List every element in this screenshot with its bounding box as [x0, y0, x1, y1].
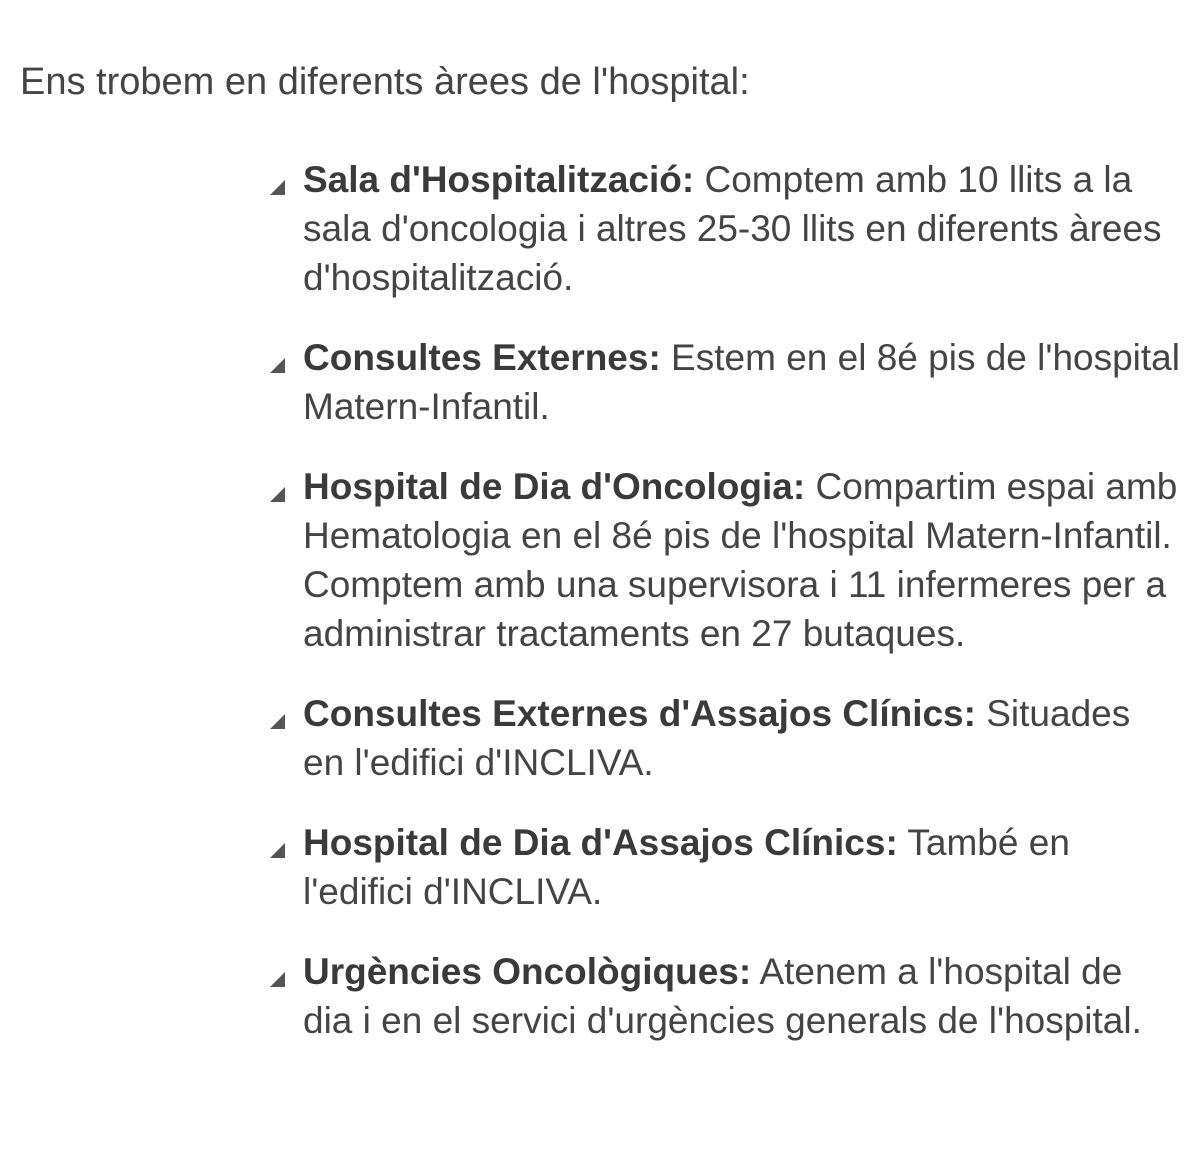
triangle-bullet-icon	[270, 180, 285, 195]
intro-text: Ens trobem en diferents àrees de l'hospital:	[20, 61, 750, 103]
item-text: També en l'edifici d'INCLIVA.	[303, 822, 1070, 912]
item-label: Sala d'Hospitalització:	[303, 159, 695, 200]
triangle-bullet-icon	[270, 358, 285, 373]
item-label: Hospital de Dia d'Oncologia:	[303, 466, 806, 507]
item-text: Comptem amb 10 llits a la sala d'oncologia i altres 25-30 llits en diferents àrees d'hospitalització.	[303, 159, 1162, 298]
list-item	[270, 818, 1180, 916]
triangle-bullet-icon	[270, 843, 285, 858]
triangle-bullet-icon	[270, 487, 285, 502]
item-text: Atenem a l'hospital de dia i en el servici d'urgències generals de l'hospital.	[303, 951, 1142, 1041]
item-text: Situades en l'edifici d'INCLIVA.	[303, 693, 1131, 783]
hospital-areas-list	[270, 155, 1180, 1076]
list-item	[270, 947, 1180, 1045]
item-label: Consultes Externes d'Assajos Clínics:	[303, 693, 976, 734]
list-item	[270, 155, 1180, 302]
triangle-bullet-icon	[270, 714, 285, 729]
triangle-bullet-icon	[270, 972, 285, 987]
item-label: Urgències Oncològiques:	[303, 951, 752, 992]
list-item	[270, 462, 1180, 658]
item-text: Compartim espai amb Hematologia en el 8é pis de l'hospital Matern-Infantil. Comptem amb una supervisora i 11 infermeres per a administrar tractaments en 27 butaques.	[303, 466, 1178, 654]
list-item	[270, 333, 1180, 431]
item-label: Hospital de Dia d'Assajos Clínics:	[303, 822, 898, 863]
item-text: Estem en el 8é pis de l'hospital Matern-Infantil.	[303, 337, 1180, 427]
item-label: Consultes Externes:	[303, 337, 661, 378]
list-item	[270, 689, 1180, 787]
